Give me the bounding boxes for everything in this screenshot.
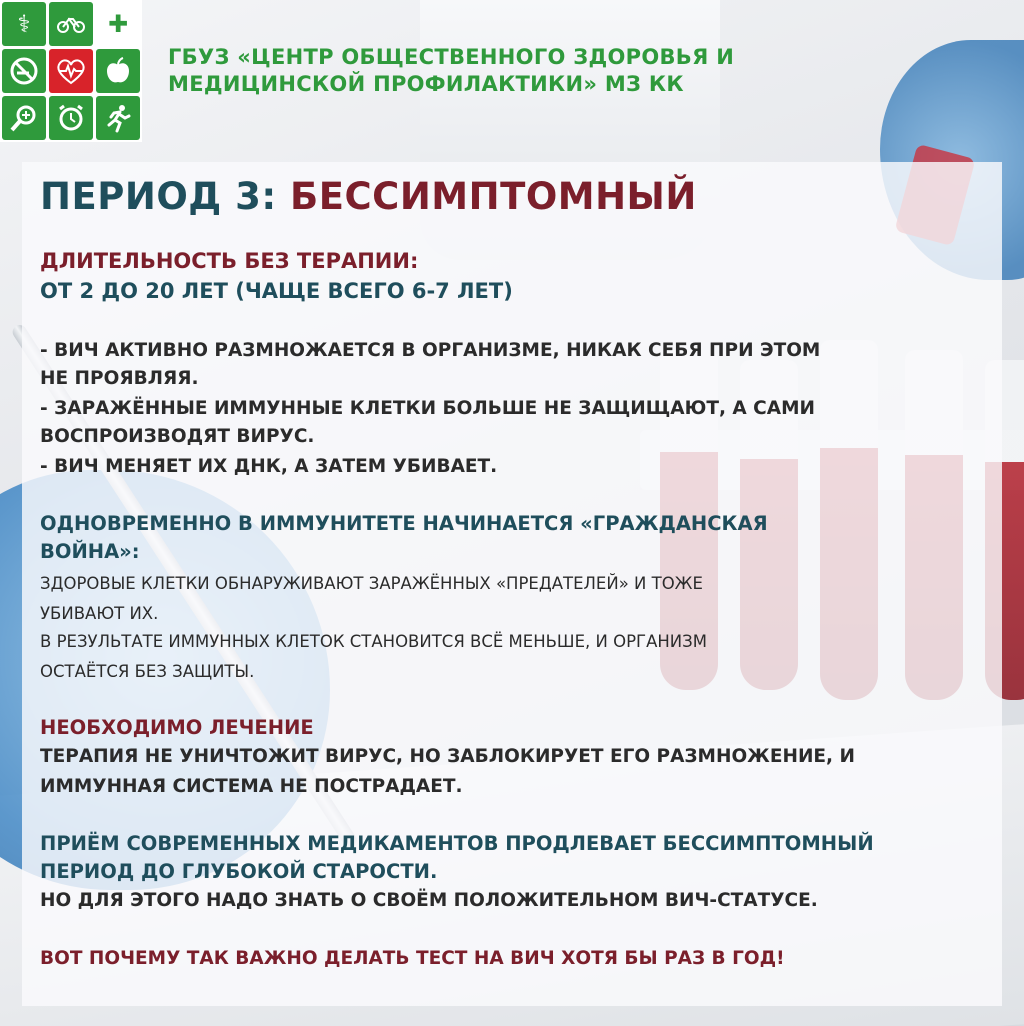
title-accent: БЕССИМПТОМНЫЙ (290, 175, 697, 218)
medication-heading: ПЕРИОД ДО ГЛУБОКОЙ СТАРОСТИ. (40, 860, 438, 883)
facts-line: - ВИЧ МЕНЯЕТ ИХ ДНК, А ЗАТЕМ УБИВАЕТ. (40, 456, 498, 477)
civil-war-text: В РЕЗУЛЬТАТЕ ИММУННЫХ КЛЕТОК СТАНОВИТСЯ ВСЁ МЕНЬШЕ, И ОРГАНИЗМ (40, 632, 707, 651)
runner-icon (96, 96, 140, 140)
treatment-text: ИММУННАЯ СИСТЕМА НЕ ПОСТРАДАЕТ. (40, 776, 463, 797)
no-smoking-icon (2, 49, 46, 93)
organization-name-line: ГБУЗ «ЦЕНТР ОБЩЕСТВЕННОГО ЗДОРОВЬЯ И (168, 45, 735, 69)
civil-war-text: ЗДОРОВЫЕ КЛЕТКИ ОБНАРУЖИВАЮТ ЗАРАЖЁННЫХ «ПРЕДАТЕЛЕЙ» И ТОЖЕ (40, 574, 703, 593)
duration-label: ДЛИТЕЛЬНОСТЬ БЕЗ ТЕРАПИИ: (40, 249, 419, 273)
civil-war-text: ОСТАЁТСЯ БЕЗ ЗАЩИТЫ. (40, 662, 255, 681)
facts-line: - ЗАРАЖЁННЫЕ ИММУННЫЕ КЛЕТКИ БОЛЬШЕ НЕ ЗАЩИЩАЮТ, А САМИ (40, 398, 815, 419)
organization-name-line: МЕДИЦИНСКОЙ ПРОФИЛАКТИКИ» МЗ КК (168, 72, 684, 96)
page-title (40, 174, 990, 220)
civil-war-heading: ОДНОВРЕМЕННО В ИММУНИТЕТЕ НАЧИНАЕТСЯ «ГРАЖДАНСКАЯ (40, 512, 768, 535)
duration-value: ОТ 2 ДО 20 ЛЕТ (ЧАЩЕ ВСЕГО 6-7 ЛЕТ) (40, 279, 513, 303)
heart-pulse-icon (49, 49, 93, 93)
logo (0, 0, 142, 142)
facts-line: ВОСПРОИЗВОДЯТ ВИРУС. (40, 426, 315, 447)
civil-war-text: УБИВАЮТ ИХ. (40, 604, 159, 623)
civil-war-heading: ВОЙНА»: (40, 540, 140, 563)
alarm-clock-icon (49, 96, 93, 140)
caduceus-icon: ⚕ (2, 2, 46, 46)
call-to-action: ВОТ ПОЧЕМУ ТАК ВАЖНО ДЕЛАТЬ ТЕСТ НА ВИЧ ХОТЯ БЫ РАЗ В ГОД! (40, 948, 785, 969)
title-prefix: ПЕРИОД 3: (40, 175, 277, 218)
header (0, 0, 1024, 150)
magnifier-icon (2, 96, 46, 140)
facts-line: - ВИЧ АКТИВНО РАЗМНОЖАЕТСЯ В ОРГАНИЗМЕ, НИКАК СЕБЯ ПРИ ЭТОМ (40, 340, 821, 361)
treatment-text: ТЕРАПИЯ НЕ УНИЧТОЖИТ ВИРУС, НО ЗАБЛОКИРУЕТ ЕГО РАЗМНОЖЕНИЕ, И (40, 746, 856, 767)
bicycle-icon (49, 2, 93, 46)
apple-icon (96, 49, 140, 93)
medication-text: НО ДЛЯ ЭТОГО НАДО ЗНАТЬ О СВОЁМ ПОЛОЖИТЕЛЬНОМ ВИЧ-СТАТУСЕ. (40, 890, 818, 911)
treatment-heading: НЕОБХОДИМО ЛЕЧЕНИЕ (40, 716, 314, 739)
content-panel (22, 162, 1002, 1006)
facts-line: НЕ ПРОЯВЛЯЯ. (40, 368, 199, 389)
organization-name (168, 44, 868, 98)
medication-heading: ПРИЁМ СОВРЕМЕННЫХ МЕДИКАМЕНТОВ ПРОДЛЕВАЕТ БЕССИМПТОМНЫЙ (40, 832, 874, 855)
cross-icon: ✚ (96, 2, 140, 46)
